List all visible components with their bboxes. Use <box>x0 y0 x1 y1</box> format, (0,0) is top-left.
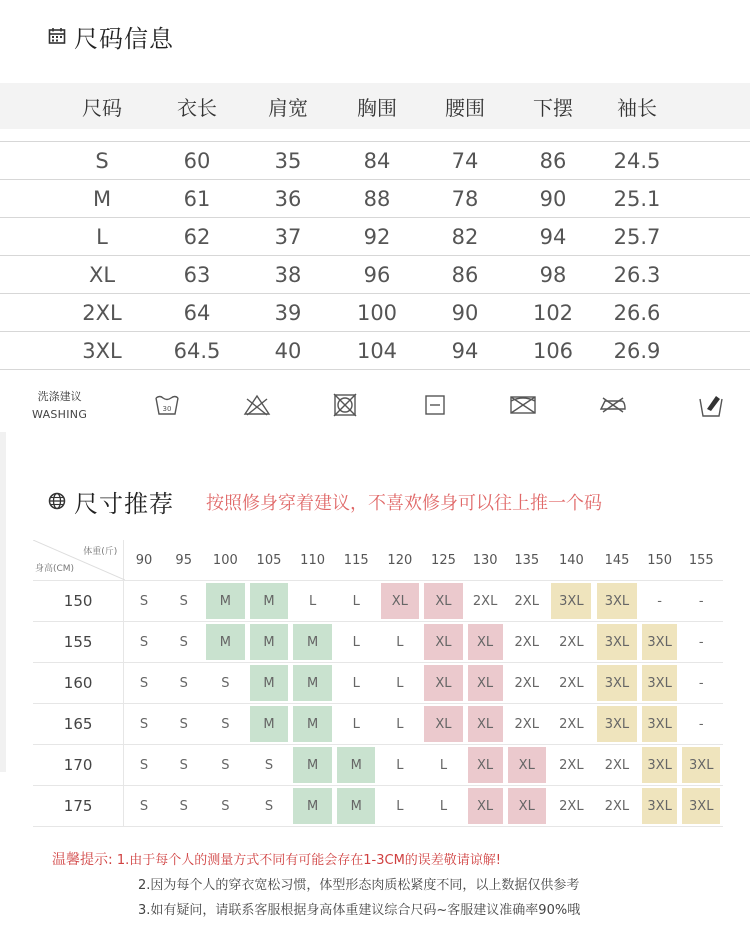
size-table-cell: 2XL <box>82 300 122 325</box>
size-table-cell: 64.5 <box>173 338 221 363</box>
washing-label <box>32 388 87 424</box>
size-recommend-value: 3XL <box>597 624 637 659</box>
size-recommend-value: L <box>396 634 404 650</box>
size-recommend-cell <box>465 786 505 826</box>
size-recommend-value: - <box>698 593 704 609</box>
tips-label: 温馨提示: <box>52 852 113 868</box>
weight-header-cell: 135 <box>514 552 540 568</box>
size-recommend-cell <box>505 663 549 703</box>
size-recommend-cell <box>204 581 248 621</box>
size-table-cell: 36 <box>274 186 302 211</box>
size-recommend-cell <box>334 704 378 744</box>
size-recommend-value: XL <box>468 706 503 741</box>
size-table-cell: 90 <box>539 186 567 211</box>
size-recommend-cell <box>679 745 723 785</box>
size-recommend-value: M <box>337 788 375 823</box>
height-header-cell: 160 <box>33 663 124 703</box>
size-recommend-value: 3XL <box>642 747 677 782</box>
size-table-cell: 25.1 <box>613 186 661 211</box>
corner-height-label: 身高(CM) <box>35 564 75 574</box>
size-recommend-cell <box>594 581 640 621</box>
size-table-cell: 26.6 <box>613 300 661 325</box>
size-recommend-value: XL <box>468 624 503 659</box>
size-recommend-cell <box>164 745 204 785</box>
size-recommend-value: L <box>439 757 448 773</box>
size-recommend-value: 3XL <box>597 706 637 741</box>
size-recommend-value: S <box>179 798 188 814</box>
size-recommend-cell <box>549 745 595 785</box>
size-table-cell: 100 <box>356 300 398 325</box>
size-table-cell: 40 <box>274 338 302 363</box>
size-recommend-cell <box>465 581 505 621</box>
size-recommend-value: 2XL <box>514 593 539 609</box>
size-table-cell: XL <box>88 262 116 287</box>
size-recommend-cell <box>505 704 549 744</box>
size-recommend-cell <box>640 786 680 826</box>
recommend-row <box>33 786 723 827</box>
size-header-cell: 尺码 <box>82 95 122 120</box>
height-header-cell: 175 <box>33 786 124 826</box>
recommend-title: 尺寸推荐 <box>74 490 174 518</box>
no-tumble-dry-icon <box>330 390 360 420</box>
size-recommend-value: 2XL <box>604 798 630 814</box>
size-recommend-value: S <box>139 716 149 732</box>
size-table-row <box>0 332 750 370</box>
size-table-cell: 84 <box>363 148 391 173</box>
size-recommend-cell <box>291 704 335 744</box>
recommend-row <box>33 745 723 786</box>
size-recommend-cell <box>291 581 335 621</box>
size-recommend-value: 2XL <box>559 757 584 773</box>
washing-label-en: WASHING <box>32 408 88 421</box>
size-recommend-cell <box>378 786 422 826</box>
size-table-cell: 92 <box>363 224 391 249</box>
size-recommend-cell <box>594 704 640 744</box>
size-recommend-value: - <box>657 593 662 609</box>
size-recommend-value: - <box>698 634 704 650</box>
recommend-row <box>33 622 723 663</box>
size-table-cell: 25.7 <box>613 224 661 249</box>
hand-wash-icon <box>152 390 182 420</box>
size-recommend-value: S <box>264 798 274 814</box>
size-recommend-value: S <box>221 675 230 691</box>
size-header-cell: 胸围 <box>357 95 397 120</box>
size-recommend-cell <box>640 581 680 621</box>
size-recommend-cell <box>465 663 505 703</box>
height-header-cell: 170 <box>33 745 124 785</box>
recommend-grid <box>33 540 723 827</box>
size-recommend-value: 2XL <box>604 757 630 773</box>
size-table-header <box>0 83 750 129</box>
size-recommend-cell <box>247 622 291 662</box>
size-recommend-value: XL <box>468 788 503 823</box>
recommend-header-row <box>33 540 723 581</box>
size-recommend-cell <box>247 663 291 703</box>
size-table-cell: 64 <box>183 300 211 325</box>
size-recommend-value: 3XL <box>551 583 591 618</box>
size-table-cell: L <box>96 224 108 249</box>
size-recommend-cell <box>640 663 680 703</box>
size-recommend-value: 3XL <box>642 706 677 741</box>
size-recommend-value: M <box>206 624 244 659</box>
size-recommend-value: L <box>396 798 404 814</box>
size-table-row <box>0 141 750 180</box>
recommend-row <box>33 581 723 622</box>
size-recommend-cell <box>247 786 291 826</box>
size-recommend-value: 2XL <box>559 716 584 732</box>
size-recommend-value: L <box>396 675 404 691</box>
size-recommend-cell <box>247 704 291 744</box>
size-recommend-cell <box>291 663 335 703</box>
size-table-cell: 35 <box>274 148 302 173</box>
size-recommend-value: 2XL <box>559 634 584 650</box>
size-recommend-cell <box>291 622 335 662</box>
size-recommend-value: XL <box>424 665 462 700</box>
size-recommend-cell <box>164 663 204 703</box>
calendar-icon <box>48 23 66 51</box>
size-table-cell: 26.3 <box>613 262 661 287</box>
size-recommend-value: M <box>250 583 288 618</box>
size-recommend-cell <box>640 745 680 785</box>
size-table-cell: 62 <box>183 224 211 249</box>
size-recommend-value: L <box>308 593 317 609</box>
height-header-cell: 155 <box>33 622 124 662</box>
size-table-cell: 98 <box>539 262 567 287</box>
size-recommend-value: 3XL <box>597 665 637 700</box>
size-recommend-cell <box>465 704 505 744</box>
height-header-cell: 165 <box>33 704 124 744</box>
size-recommend-cell <box>204 663 248 703</box>
no-wring-icon <box>508 390 538 420</box>
size-recommend-value: 2XL <box>514 634 539 650</box>
size-recommend-value: S <box>221 757 230 773</box>
size-recommend-cell <box>505 622 549 662</box>
size-recommend-cell <box>640 622 680 662</box>
size-recommend-cell <box>204 745 248 785</box>
size-recommend-cell <box>247 745 291 785</box>
size-recommend-value: 3XL <box>597 583 637 618</box>
weight-header-cell: 150 <box>647 552 673 568</box>
recommend-row <box>33 663 723 704</box>
size-table-cell: 39 <box>274 300 302 325</box>
size-recommend-cell <box>334 581 378 621</box>
size-recommend-cell <box>594 745 640 785</box>
size-recommend-value: XL <box>381 583 419 618</box>
size-table-cell: 3XL <box>82 338 122 363</box>
size-recommend-value: - <box>698 675 704 691</box>
size-recommend-value: L <box>352 593 360 609</box>
size-recommend-cell <box>465 745 505 785</box>
recommend-heading <box>48 484 174 519</box>
weight-header-cell: 145 <box>604 552 630 568</box>
size-recommend-cell <box>465 622 505 662</box>
size-recommend-cell <box>679 581 723 621</box>
size-recommend-value: S <box>179 716 188 732</box>
size-table-cell: 88 <box>363 186 391 211</box>
size-recommend-cell <box>164 622 204 662</box>
size-recommend-cell <box>679 622 723 662</box>
dry-flat-icon <box>420 390 450 420</box>
size-recommend-value: S <box>139 798 149 814</box>
size-recommend-value: L <box>352 634 360 650</box>
size-recommend-cell <box>505 786 549 826</box>
size-recommend-value: M <box>293 747 331 782</box>
size-recommend-cell <box>549 581 595 621</box>
size-header-cell: 袖长 <box>617 95 657 120</box>
size-table-cell: 90 <box>451 300 479 325</box>
size-recommend-value: XL <box>424 624 462 659</box>
weight-header-cell: 95 <box>175 552 192 568</box>
size-recommend-value: XL <box>424 583 462 618</box>
size-recommend-value: S <box>221 716 230 732</box>
size-table-cell: S <box>95 148 109 173</box>
size-table-cell: 94 <box>451 338 479 363</box>
size-table-cell: 94 <box>539 224 567 249</box>
size-table-cell: 63 <box>183 262 211 287</box>
size-recommend-value: 3XL <box>642 788 677 823</box>
size-recommend-cell <box>679 663 723 703</box>
size-recommend-value: XL <box>468 665 503 700</box>
size-table-cell: 38 <box>274 262 302 287</box>
size-recommend-cell <box>334 663 378 703</box>
size-recommend-cell <box>291 745 335 785</box>
size-recommend-value: M <box>206 583 244 618</box>
size-table-cell: 82 <box>451 224 479 249</box>
size-recommend-cell <box>378 581 422 621</box>
size-recommend-cell <box>640 704 680 744</box>
dry-clean-icon <box>696 390 726 420</box>
size-recommend-value: S <box>221 798 230 814</box>
size-recommend-value: L <box>439 798 448 814</box>
size-recommend-value: S <box>179 757 188 773</box>
size-recommend-value: M <box>293 665 331 700</box>
size-recommend-cell <box>594 622 640 662</box>
size-recommend-value: S <box>139 675 149 691</box>
recommend-row <box>33 704 723 745</box>
size-table-cell: M <box>92 186 112 211</box>
tip-item-1: 1.由于每个人的测量方式不同有可能会存在1-3CM的误差敬请谅解! <box>116 853 502 868</box>
size-recommend-value: 2XL <box>559 798 584 814</box>
size-recommend-value: - <box>698 716 704 732</box>
size-recommend-cell <box>124 704 164 744</box>
size-recommend-cell <box>291 786 335 826</box>
size-recommend-value: XL <box>508 747 546 782</box>
size-recommend-value: M <box>250 665 288 700</box>
weight-header-cell: 140 <box>558 552 584 568</box>
size-recommend-value: 2XL <box>514 675 539 691</box>
size-recommend-cell <box>422 581 466 621</box>
size-recommend-cell <box>679 704 723 744</box>
size-recommend-value: M <box>293 788 331 823</box>
size-recommend-value: 3XL <box>642 665 677 700</box>
size-table-row <box>0 294 750 332</box>
recommend-note: 按照修身穿着建议，不喜欢修身可以往上推一个码 <box>206 493 602 514</box>
size-info-title: 尺码信息 <box>74 25 174 53</box>
size-recommend-cell <box>124 786 164 826</box>
size-header-cell: 下摆 <box>533 95 573 120</box>
weight-header-cell: 115 <box>343 552 369 568</box>
size-recommend-value: L <box>352 716 360 732</box>
recommend-corner-cell <box>33 540 124 580</box>
size-table-cell: 26.9 <box>613 338 661 363</box>
size-recommend-value: M <box>293 706 331 741</box>
size-recommend-cell <box>505 745 549 785</box>
weight-header-cell: 130 <box>472 552 498 568</box>
size-recommend-cell <box>204 704 248 744</box>
svg-text:30: 30 <box>162 405 172 413</box>
size-recommend-cell <box>549 622 595 662</box>
size-recommend-cell <box>378 622 422 662</box>
size-recommend-cell <box>422 704 466 744</box>
size-recommend-value: 2XL <box>559 675 584 691</box>
size-recommend-cell <box>422 786 466 826</box>
size-recommend-cell <box>378 663 422 703</box>
size-table-cell: 104 <box>356 338 398 363</box>
size-recommend-value: L <box>396 716 404 732</box>
size-recommend-value: XL <box>424 706 462 741</box>
left-divider <box>0 432 6 772</box>
size-table-cell: 86 <box>539 148 567 173</box>
size-header-cell: 肩宽 <box>268 95 308 120</box>
size-table-cell: 78 <box>451 186 479 211</box>
size-recommend-value: S <box>179 634 188 650</box>
size-recommend-value: M <box>250 706 288 741</box>
size-recommend-value: S <box>179 593 188 609</box>
size-recommend-value: S <box>139 593 149 609</box>
no-bleach-icon <box>242 390 272 420</box>
size-recommend-cell <box>247 581 291 621</box>
size-recommend-cell <box>549 786 595 826</box>
size-table-cell: 37 <box>274 224 302 249</box>
size-table-cell: 24.5 <box>613 148 661 173</box>
size-recommend-cell <box>422 622 466 662</box>
size-recommend-cell <box>204 622 248 662</box>
size-recommend-cell <box>549 663 595 703</box>
no-iron-icon <box>598 390 628 420</box>
size-recommend-value: 2XL <box>514 716 539 732</box>
size-table-cell: 61 <box>183 186 211 211</box>
size-table-cell: 86 <box>451 262 479 287</box>
size-recommend-value: XL <box>508 788 546 823</box>
size-recommend-value: 3XL <box>682 788 720 823</box>
size-recommend-value: 2XL <box>472 593 498 609</box>
size-recommend-cell <box>679 786 723 826</box>
size-header-cell: 衣长 <box>177 95 217 120</box>
size-table-cell: 96 <box>363 262 391 287</box>
size-recommend-cell <box>164 704 204 744</box>
size-table-cell: 60 <box>183 148 211 173</box>
size-recommend-value: M <box>250 624 288 659</box>
size-recommend-value: XL <box>468 747 503 782</box>
size-recommend-cell <box>549 704 595 744</box>
weight-header-cell: 110 <box>300 552 325 568</box>
size-table-cell: 106 <box>532 338 574 363</box>
size-recommend-cell <box>594 663 640 703</box>
size-recommend-cell <box>505 581 549 621</box>
size-recommend-value: S <box>139 634 149 650</box>
size-info-heading <box>48 19 174 54</box>
weight-header-cell: 155 <box>688 552 714 568</box>
tip-item-2: 2.因为每个人的穿衣宽松习惯，体型形态肉质松紧度不同，以上数据仅供参考 <box>138 878 580 893</box>
weight-header-cell: 100 <box>212 552 238 568</box>
tips-block <box>52 848 580 923</box>
size-recommend-value: L <box>352 675 360 691</box>
size-recommend-cell <box>164 786 204 826</box>
weight-header-cell: 120 <box>387 552 413 568</box>
weight-header-cell: 90 <box>135 552 153 568</box>
size-table-row <box>0 180 750 218</box>
size-recommend-value: 3XL <box>642 624 677 659</box>
size-table-cell: 74 <box>451 148 479 173</box>
size-recommend-cell <box>334 786 378 826</box>
height-header-cell: 150 <box>33 581 124 621</box>
size-recommend-cell <box>124 663 164 703</box>
size-recommend-value: S <box>179 675 188 691</box>
size-recommend-cell <box>334 622 378 662</box>
size-recommend-cell <box>124 622 164 662</box>
size-recommend-cell <box>422 663 466 703</box>
size-recommend-value: S <box>264 757 274 773</box>
size-recommend-cell <box>422 745 466 785</box>
size-recommend-cell <box>164 581 204 621</box>
size-recommend-cell <box>204 786 248 826</box>
size-recommend-value: S <box>139 757 149 773</box>
washing-label-cn: 洗涤建议 <box>37 390 82 403</box>
weight-header-cell: 105 <box>256 552 282 568</box>
size-recommend-value: L <box>396 757 404 773</box>
size-recommend-value: 3XL <box>682 747 720 782</box>
size-table <box>0 83 750 370</box>
size-table-row <box>0 256 750 294</box>
size-table-cell: 102 <box>532 300 574 325</box>
weight-header-cell: 125 <box>431 552 456 568</box>
size-recommend-cell <box>378 745 422 785</box>
tip-item-3: 3.如有疑问，请联系客服根据身高体重建议综合尺码~客服建议准确率90%哦 <box>138 903 581 918</box>
size-table-row <box>0 218 750 256</box>
size-recommend-cell <box>334 745 378 785</box>
corner-weight-label: 体重(斤) <box>83 547 118 557</box>
size-recommend-cell <box>124 745 164 785</box>
size-recommend-value: M <box>337 747 375 782</box>
globe-icon <box>48 488 66 516</box>
size-header-cell: 腰围 <box>445 95 485 120</box>
size-recommend-cell <box>124 581 164 621</box>
size-recommend-value: M <box>293 624 331 659</box>
size-recommend-cell <box>378 704 422 744</box>
size-recommend-cell <box>594 786 640 826</box>
